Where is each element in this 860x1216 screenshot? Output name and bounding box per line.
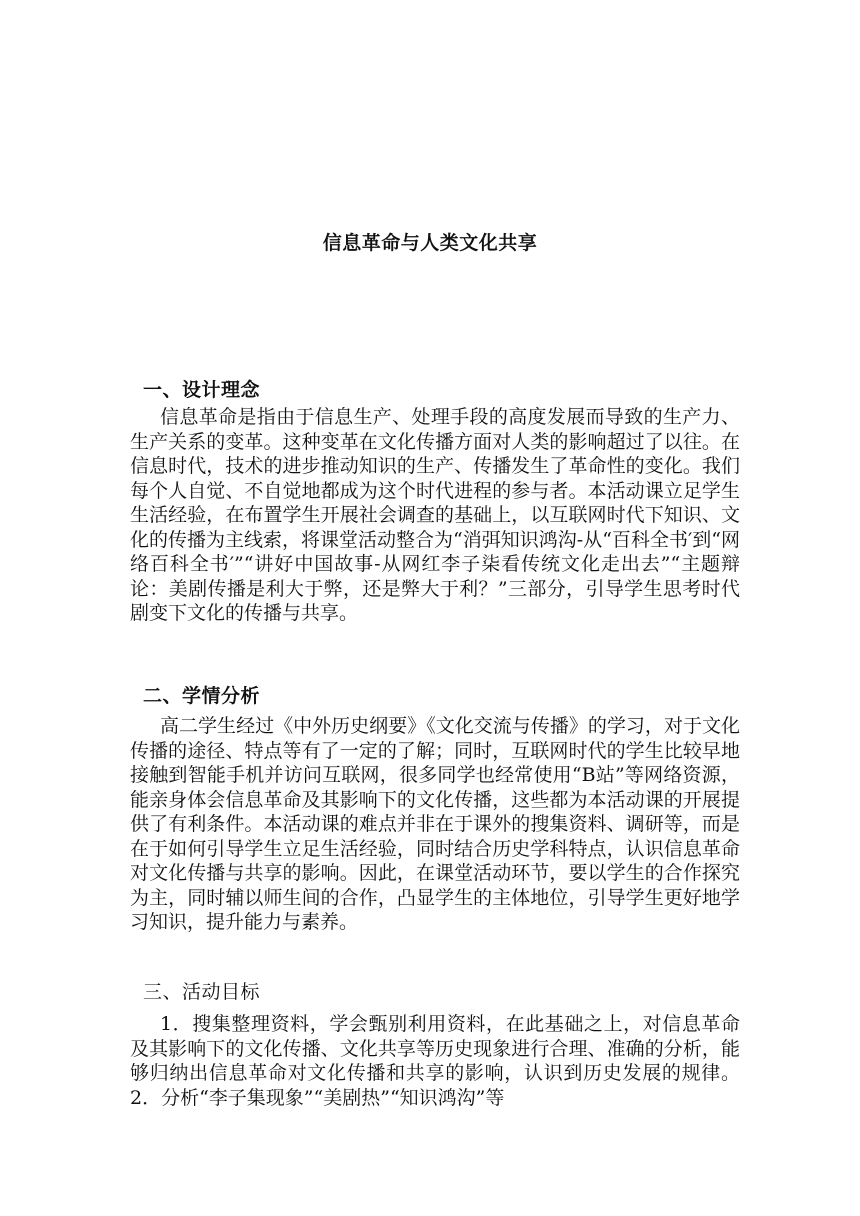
section-paragraph-design-concept: 信息革命是指由于信息生产、处理手段的高度发展而导致的生产力、生产关系的变革。这种变革在文化传播方面对人类的影响超过了以往。在信息时代，技术的进步推动知识的生产、传播发生了革命性的变化。我们每个人自觉、不自觉地都成为这个时代进程的参与者。本活动课立足学生生活经验，在布置学生开展社会调查的基础上，以互联网时代下知识、文化的传播为主线索，将课堂活动整合为“消弭知识鸿沟-从“百科全书′到“网络百科全书′”“讲好中国故事-从网红李子柒看传统文化走出去”“主题辩论：美剧传播是利大于弊，还是弊大于利？”三部分，引导学生思考时代剧变下文化的传播与共享。 xyxy=(130,406,740,624)
section-heading-activity-goals: 三、活动目标 xyxy=(143,981,261,1003)
section-paragraph-activity-goals: 1．搜集整理资料，学会甄别利用资料，在此基础之上，对信息革命及其影响下的文化传播、文化共享等历史现象进行合理、准确的分析，能够归纳出信息革命对文化传播和共享的影响，认识到历史发展的规律。2．分析“李子集现象”“美剧热”“知识鸿沟”等 xyxy=(130,1013,740,1109)
section-heading-student-analysis: 二、学情分析 xyxy=(143,685,261,707)
document-title: 信息革命与人类文化共享 xyxy=(322,232,538,254)
section-paragraph-student-analysis: 高二学生经过《中外历史纲要》《文化交流与传播》的学习，对于文化传播的途径、特点等有了一定的了解；同时，互联网时代的学生比较早地接触到智能手机并访问互联网，很多同学也经常使用“B站”等网络资源，能亲身体会信息革命及其影响下的文化传播，这些都为本活动课的开展提供了有利条件。本活动课的难点并非在于课外的搜集资料、调研等，而是在于如何引导学生立足生活经验，同时结合历史学科特点，认识信息革命对文化传播与共享的影响。因此，在课堂活动环节，要以学生的合作探究为主，同时辅以师生间的合作，凸显学生的主体地位，引导学生更好地学习知识，提升能力与素养。 xyxy=(130,715,740,933)
section-heading-design-concept: 一、设计理念 xyxy=(143,379,261,401)
